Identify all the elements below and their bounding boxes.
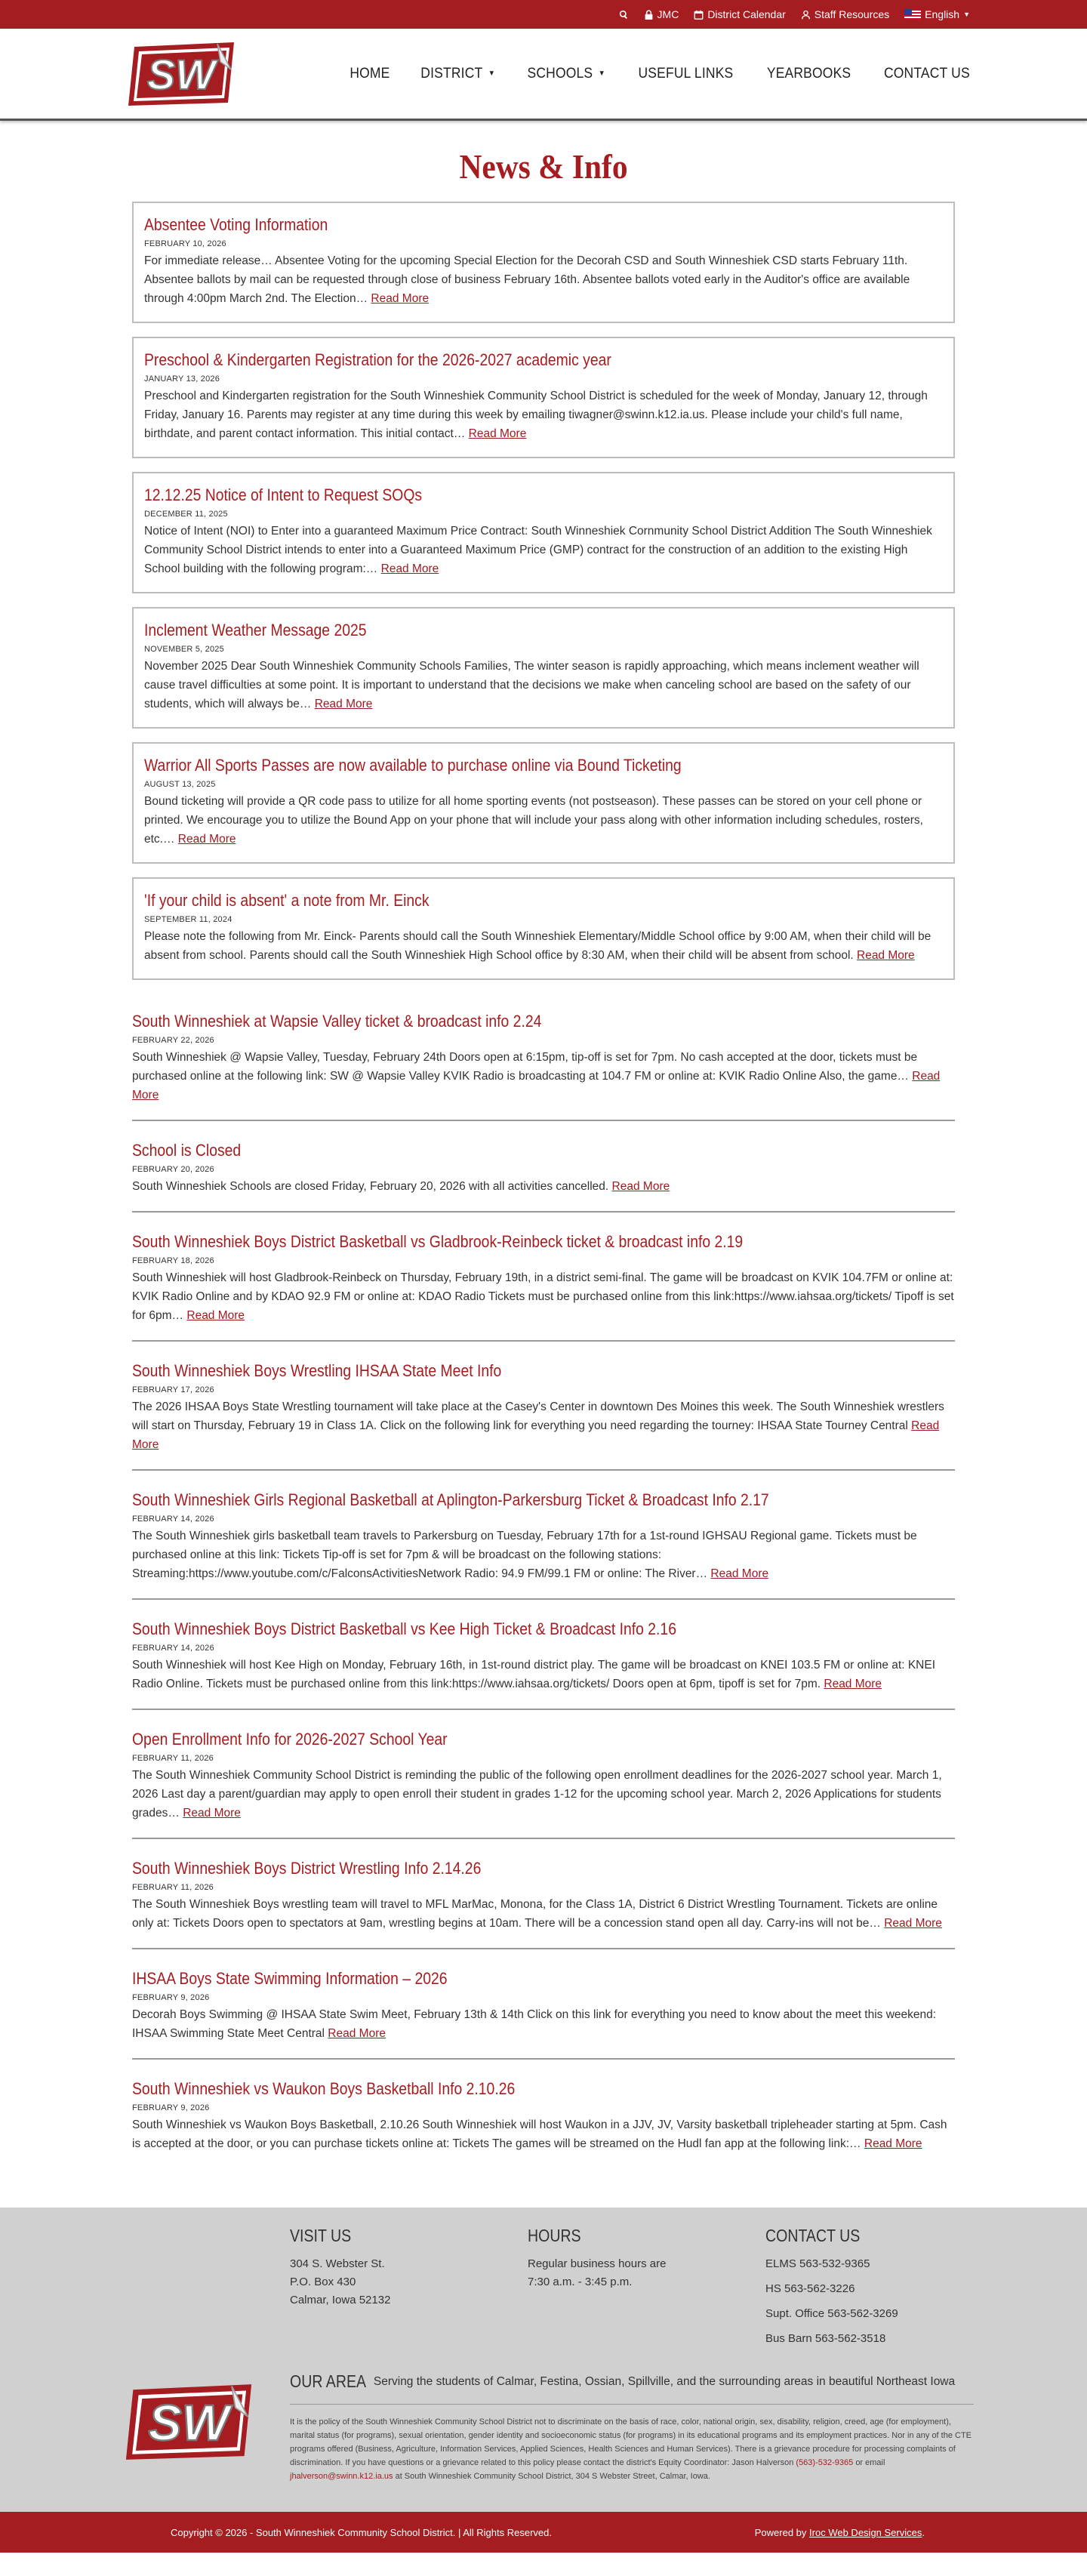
powered-by: [755, 2527, 925, 2538]
read-more-link[interactable]: Read More: [864, 2137, 922, 2150]
post-excerpt-text: South Winneshiek vs Waukon Boys Basketball, 2.10.26 South Winneshiek will host Waukon in a JJV, JV, Varsity basketball tripleheader starting at 5pm. Cash is accepted at the door, or you can purchase tickets online at: Tickets The games will be streamed on the Hudl fan app at the following link:…: [132, 2118, 947, 2150]
nav-schools-label: SCHOOLS: [527, 65, 593, 82]
search-icon: [619, 10, 629, 20]
calendar-icon: [694, 10, 704, 20]
policy-text: It is the policy of the South Winneshiek Community School District not to discriminate on the basis of race, color, national origin, sex, disability, religion, creed, age (for employment), marital status (for programs), sexual orientation, gender identity and socioeconomic status (for programs) in its educational programs and its employment practices. Nor in any of the CTE programs offered (Business, Agriculture, Information Services, Applied Sciences, Health Sciences and Human Services). There is a grievance procedure for processing complaints of discrimination. If you have questions or a grievance related to this policy please contact the district's Equity Coordinator: Jason Halverson: [290, 2417, 972, 2467]
news-item: [132, 1487, 955, 1600]
post-date: NOVEMBER 5, 2025: [144, 645, 224, 654]
news-item: [132, 1009, 955, 1121]
nav-useful-links[interactable]: [639, 66, 734, 82]
page-title: News & Info: [459, 147, 628, 186]
post-excerpt-text: The 2026 IHSAA Boys State Wrestling tournament will take place at the Casey's Center in downtown Des Moines this week. The South Winneshiek wrestlers will start on Thursday, February 19 in Class 1A. Click on the following link for everything you need regarding the tourney: IHSAA State Tourney Central: [132, 1400, 944, 1432]
post-excerpt: [132, 1048, 955, 1105]
contact-phone[interactable]: Supt. Office 563-562-3269: [765, 2307, 898, 2320]
post-excerpt-text: South Winneshiek will host Gladbrook-Reinbeck on Thursday, February 19th, in a district semi-final. The game will be broadcast on KVIK 104.7FM or online at: KVIK Radio Online and by KDAO 92.9 FM or online at: KDAO Radio Tickets must be purchased online from this link:https://www.iahsaa.org/tickets/ Tipoff is set for 6pm…: [132, 1271, 954, 1322]
post-title-link[interactable]: South Winneshiek Boys Wrestling IHSAA State Meet Info: [132, 1361, 502, 1380]
post-date: FEBRUARY 11, 2026: [132, 1883, 214, 1892]
news-item: [132, 1229, 955, 1342]
footer-logo[interactable]: [117, 2380, 260, 2464]
caret-down-icon: ▼: [488, 69, 495, 78]
news-item: [132, 1138, 955, 1213]
powered-suffix: .: [922, 2526, 925, 2538]
post-title-link[interactable]: Warrior All Sports Passes are now available to purchase online via Bound Ticketing: [144, 756, 682, 775]
featured-posts: [132, 202, 955, 980]
post-title-link[interactable]: South Winneshiek Boys District Basketball vs Kee High Ticket & Broadcast Info 2.16: [132, 1619, 676, 1638]
language-select[interactable]: [904, 8, 970, 20]
news-container: [132, 202, 955, 2168]
read-more-link[interactable]: Read More: [132, 1070, 941, 1102]
jmc-label: JMC: [657, 8, 679, 20]
jmc-link[interactable]: [644, 8, 679, 20]
our-area-heading: OUR AREA: [290, 2371, 367, 2391]
post-excerpt-text: Please note the following from Mr. Einck- Parents should call the South Winneshiek Elementary/Middle School office by 9:00 AM, when their child will be absent from school. Parents should call the South Winneshiek High School office by 8:30 AM, when their child will be absent from school.: [144, 930, 931, 962]
hours-heading: HOURS: [528, 2226, 581, 2245]
featured-post: [132, 877, 955, 980]
nav-contact-us-label: CONTACT US: [884, 65, 971, 82]
logo-text: SW: [146, 50, 216, 98]
featured-post: [132, 607, 955, 729]
us-flag-icon: [904, 9, 921, 20]
policy-tail: at South Winneshiek Community School District, 304 S Webster Street, Calmar, Iowa.: [395, 2472, 710, 2481]
featured-post: [132, 742, 955, 864]
read-more-link[interactable]: Read More: [824, 1678, 882, 1690]
post-excerpt-text: November 2025 Dear South Winneshiek Community Schools Families, The winter season is rapidly approaching, which means inclement weather will cause travel difficulties at some point. It is important to understand that the decisions we make when canceling school are based on the safety of our students, which will always be…: [144, 660, 919, 710]
read-more-link[interactable]: Read More: [884, 1917, 942, 1930]
our-area-section: [290, 2365, 974, 2405]
read-more-link[interactable]: Read More: [857, 949, 915, 962]
post-title-link[interactable]: South Winneshiek at Wapsie Valley ticket & broadcast info 2.24: [132, 1012, 542, 1031]
read-more-link[interactable]: Read More: [380, 562, 439, 575]
post-excerpt: [144, 927, 943, 965]
featured-post: [132, 202, 955, 323]
staff-resources-label: Staff Resources: [814, 8, 890, 20]
post-date: SEPTEMBER 11, 2024: [144, 915, 232, 924]
nav-district[interactable]: [420, 66, 495, 82]
visit-us-heading: VISIT US: [290, 2226, 352, 2245]
post-title-link[interactable]: School is Closed: [132, 1141, 242, 1160]
news-item: [132, 1727, 955, 1839]
read-more-link[interactable]: Read More: [611, 1180, 670, 1193]
post-excerpt: [132, 1527, 955, 1583]
copyright-bar: [0, 2512, 1087, 2553]
read-more-link[interactable]: Read More: [132, 1419, 940, 1451]
site-header: [0, 29, 1087, 121]
post-excerpt-text: For immediate release… Absentee Voting for the upcoming Special Election for the Decorah CSD and South Winneshiek CSD starts February 11th. Absentee ballots by mail can be requested through close of business February 16th. Absentee ballots voted early in the Auditor's office are available through 4:00pm March 2nd. The Election…: [144, 254, 910, 305]
post-title-link[interactable]: 12.12.25 Notice of Intent to Request SOQs: [144, 485, 423, 504]
language-label: English: [925, 8, 960, 20]
post-title-link[interactable]: South Winneshiek Boys District Wrestling Info 2.14.26: [132, 1859, 482, 1878]
news-item: [132, 1616, 955, 1710]
post-excerpt: [132, 1268, 955, 1325]
post-excerpt: [132, 1895, 955, 1933]
policy-phone-link[interactable]: (563)-532-9365: [796, 2458, 854, 2467]
post-title-link[interactable]: 'If your child is absent' a note from Mr. Einck: [144, 891, 430, 910]
contact-phone[interactable]: ELMS 563-532-9365: [765, 2257, 870, 2270]
user-icon: [801, 10, 811, 20]
featured-post: [132, 337, 955, 458]
visit-us-section: [290, 2226, 528, 2355]
post-excerpt: [144, 522, 943, 578]
read-more-link[interactable]: Read More: [371, 292, 430, 305]
policy-or: or email: [855, 2458, 885, 2467]
news-item: [132, 1358, 955, 1471]
post-date: FEBRUARY 9, 2026: [132, 2103, 210, 2112]
post-excerpt: [144, 657, 943, 713]
caret-down-icon: ▼: [598, 69, 605, 78]
post-date: FEBRUARY 11, 2026: [132, 1754, 214, 1763]
news-item: [132, 2076, 955, 2168]
nav-useful-links-label: USEFUL LINKS: [638, 65, 734, 82]
address-line: P.O. Box 430: [290, 2276, 356, 2288]
caret-down-icon: ▼: [963, 11, 970, 18]
nav-home-label: HOME: [350, 65, 390, 82]
staff-resources-link[interactable]: [801, 8, 889, 20]
policy-email-link[interactable]: jhalverson@swinn.k12.ia.us: [290, 2472, 393, 2481]
read-more-link[interactable]: Read More: [177, 833, 236, 846]
post-excerpt-text: Decorah Boys Swimming @ IHSAA State Swim Meet, February 13th & 14th Click on this link for everything you need to know about the meet this weekend: IHSAA Swimming State Meet Central: [132, 2008, 937, 2040]
copyright-text: Copyright © 2026 - South Winneshiek Community School District. | All Rights Reserved.: [171, 2526, 552, 2538]
nav-district-label: DISTRICT: [420, 65, 482, 82]
post-excerpt-text: South Winneshiek @ Wapsie Valley, Tuesday, February 24th Doors open at 6:15pm, tip-off is set for 7pm. No cash accepted at the door, tickets must be purchased online at the following link: SW @ Wapsie Valley KVIK Radio is broadcasting at 104.7 FM or online at: KVIK Radio Online Also, the game…: [132, 1051, 918, 1083]
read-more-link[interactable]: Read More: [186, 1309, 245, 1322]
news-item: [132, 1966, 955, 2060]
top-bar: [0, 0, 1087, 29]
post-title-link[interactable]: South Winneshiek vs Waukon Boys Basketball Info 2.10.26: [132, 2079, 516, 2098]
read-more-link[interactable]: Read More: [710, 1567, 769, 1580]
post-excerpt: [144, 387, 943, 443]
post-excerpt: [144, 251, 943, 308]
post-excerpt: [132, 2005, 955, 2043]
main-nav: [348, 66, 974, 82]
hours-section: [528, 2226, 765, 2355]
post-date: FEBRUARY 9, 2026: [132, 1993, 210, 2002]
lock-icon: [644, 10, 654, 20]
post-excerpt-text: The South Winneshiek Boys wrestling team will travel to MFL MarMac, Monona, for the Class 1A, District 6 District Wrestling Tournament. Tickets are online only at: Tickets Doors open to spectators at 9am, wrestling begins at 10am. There will be a concession stand open all day. Carry-ins will not be…: [132, 1898, 938, 1930]
nav-contact-us[interactable]: [884, 66, 970, 82]
contact-section: [765, 2226, 1003, 2355]
post-title-link[interactable]: Inclement Weather Message 2025: [144, 621, 367, 639]
read-more-link[interactable]: Read More: [468, 427, 527, 440]
contact-heading: CONTACT US: [765, 2226, 861, 2245]
post-title-link[interactable]: Preschool & Kindergarten Registration for the 2026-2027 academic year: [144, 350, 611, 369]
school-logo[interactable]: [121, 39, 242, 109]
contact-phone[interactable]: Bus Barn 563-562-3518: [765, 2332, 886, 2345]
post-excerpt-text: South Winneshiek Schools are closed Friday, February 20, 2026 with all activities cancelled.: [132, 1180, 609, 1193]
read-more-link[interactable]: Read More: [328, 2027, 386, 2040]
post-excerpt-text: Notice of Intent (NOI) to Enter into a guaranteed Maximum Price Contract: South Winneshiek Cornmunity School District Addition The South Winneshiek Community School District intends to enter into a Guaranteed Maximum Price (GMP) contract for the construction of an addition to the existing High School building with the following program:…: [144, 525, 932, 575]
nav-schools[interactable]: [527, 66, 605, 82]
post-excerpt-text: South Winneshiek will host Kee High on Monday, February 16th, in 1st-round district play. The game will be broadcast on KNEI 103.5 FM or online at: KNEI Radio Online. Tickets must be purchased online from this link:https://www.iahsaa.org/tickets/ Doors open at 6pm, tipoff is set for 7pm.: [132, 1659, 936, 1690]
featured-post: [132, 472, 955, 593]
post-excerpt-text: The South Winneshiek girls basketball team travels to Parkersburg on Tuesday, February 17th for a 1st-round IGHSAU Regional game. Tickets must be purchased online at this link: Tickets Tip-off is set for 7pm & will be broadcast on the following stations: Streaming:https://www.youtube.com/c/FalconsActivitiesNetwork Radio: 94.9 FM/99.1 FM or online: The River…: [132, 1530, 917, 1580]
nav-home[interactable]: [350, 66, 390, 82]
post-excerpt: [132, 1177, 955, 1196]
post-excerpt: [144, 792, 943, 849]
post-date: DECEMBER 11, 2025: [144, 510, 228, 519]
post-date: FEBRUARY 17, 2026: [132, 1385, 214, 1394]
post-title-link[interactable]: South Winneshiek Girls Regional Basketball at Aplington-Parkersburg Ticket & Broadcast Info 2.17: [132, 1490, 769, 1509]
our-area-text: Serving the students of Calmar, Festina, Ossian, Spillville, and the surrounding areas in beautiful Northeast Iowa: [373, 2374, 956, 2388]
post-date: FEBRUARY 18, 2026: [132, 1256, 214, 1265]
powered-by-link[interactable]: Iroc Web Design Services: [809, 2526, 922, 2538]
post-date: JANUARY 13, 2026: [144, 374, 220, 384]
post-date: FEBRUARY 10, 2026: [144, 239, 226, 248]
address-line: Calmar, Iowa 52132: [290, 2294, 391, 2306]
post-title-link[interactable]: South Winneshiek Boys District Basketball vs Gladbrook-Reinbeck ticket & broadcast info 2.19: [132, 1232, 744, 1251]
news-item: [132, 1856, 955, 1949]
post-title-link[interactable]: Absentee Voting Information: [144, 215, 328, 234]
post-title-link[interactable]: IHSAA Boys State Swimming Information – 2026: [132, 1969, 448, 1988]
post-excerpt-text: Bound ticketing will provide a QR code pass to utilize for all home sporting events (not postseason). These passes can be stored on your cell phone or printed. We encourage you to utilize the Bound App on your phone that will include your pass along with other information including schedules, rosters, etc.…: [144, 795, 923, 846]
read-more-link[interactable]: Read More: [183, 1807, 241, 1820]
search-button[interactable]: [619, 10, 629, 20]
post-title-link[interactable]: Open Enrollment Info for 2026-2027 School Year: [132, 1730, 448, 1749]
footer-logo-text: SW: [148, 2395, 229, 2451]
news-list: [132, 1009, 955, 2168]
nav-yearbooks[interactable]: [767, 66, 851, 82]
hours-line: Regular business hours are: [528, 2257, 667, 2270]
district-calendar-link[interactable]: [694, 8, 785, 20]
post-date: FEBRUARY 20, 2026: [132, 1165, 214, 1174]
post-date: AUGUST 13, 2025: [144, 780, 216, 789]
contact-phone[interactable]: HS 563-562-3226: [765, 2282, 855, 2295]
read-more-link[interactable]: Read More: [314, 698, 373, 710]
nav-yearbooks-label: YEARBOOKS: [766, 65, 851, 82]
post-excerpt: [132, 1656, 955, 1693]
hours-line: 7:30 a.m. - 3:45 p.m.: [528, 2276, 633, 2288]
post-excerpt: [132, 1766, 955, 1823]
address-line: 304 S. Webster St.: [290, 2257, 385, 2270]
site-footer: [0, 2208, 1087, 2553]
post-excerpt-text: The South Winneshiek Community School District is reminding the public of the following open enrollment deadlines for the 2026-2027 school year. March 1, 2026 Last day a parent/guardian may apply to open enroll their student in grades 1-12 for the upcoming school year. March 2, 2026 Applications for students grades…: [132, 1769, 942, 1820]
post-date: FEBRUARY 14, 2026: [132, 1514, 214, 1524]
powered-prefix: Powered by: [754, 2526, 807, 2538]
post-date: FEBRUARY 22, 2026: [132, 1036, 214, 1045]
post-excerpt: [132, 1397, 955, 1454]
post-date: FEBRUARY 14, 2026: [132, 1644, 214, 1653]
post-excerpt: [132, 2115, 955, 2153]
nondiscrimination-policy: [290, 2405, 974, 2498]
post-excerpt-text: Preschool and Kindergarten registration for the South Winneshiek Community School District is scheduled for the week of Monday, January 12, through Friday, January 16. Parents may register at any time during this week by emailing tiwagner@swinn.k12.ia.us. Please include your child's full name, birthdate, and parent contact information. This initial contact…: [144, 390, 928, 440]
district-calendar-label: District Calendar: [707, 8, 786, 20]
